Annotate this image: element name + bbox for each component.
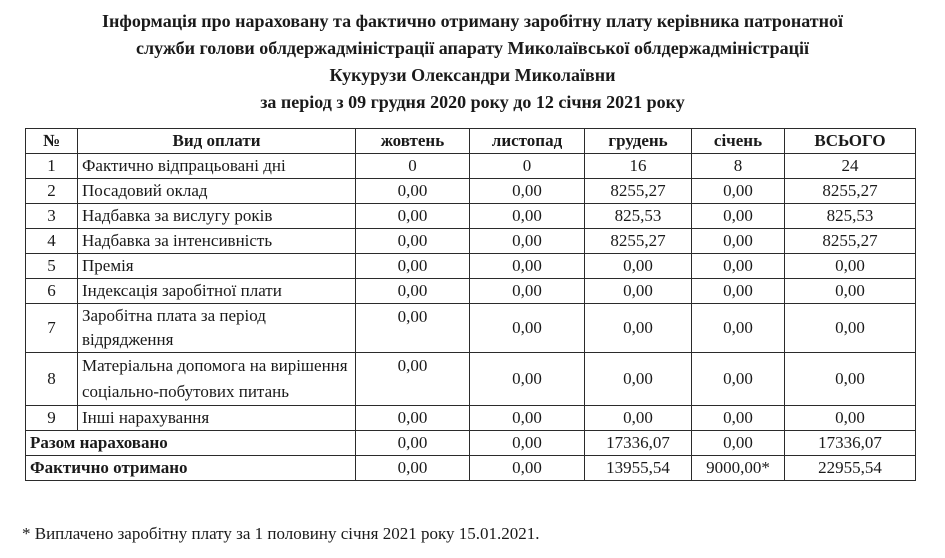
cell-november: 0,00 — [470, 254, 585, 279]
cell-total: 0,00 — [785, 279, 916, 304]
table-row — [26, 279, 916, 304]
cell-november: 0,00 — [470, 456, 585, 481]
cell-november: 0 — [470, 154, 585, 179]
cell-total: 24 — [785, 154, 916, 179]
cell-december: 13955,54 — [585, 456, 692, 481]
cell-december: 8255,27 — [585, 229, 692, 254]
cell-november: 0,00 — [470, 431, 585, 456]
table-row — [26, 154, 916, 179]
salary-table — [25, 128, 916, 481]
row-number: 8 — [26, 353, 78, 406]
cell-total: 0,00 — [785, 406, 916, 431]
row-number: 9 — [26, 406, 78, 431]
cell-december: 0,00 — [585, 254, 692, 279]
cell-january: 0,00 — [692, 406, 785, 431]
footnote: * Виплачено заробітну плату за 1 половину січня 2021 року 15.01.2021. — [22, 524, 540, 543]
cell-december: 825,53 — [585, 204, 692, 229]
total-accrued-row — [26, 431, 916, 456]
cell-total: 22955,54 — [785, 456, 916, 481]
header-payment-type: Вид оплати — [78, 129, 356, 154]
total-received-label: Фактично отримано — [26, 456, 356, 481]
cell-december: 0,00 — [585, 406, 692, 431]
row-number: 2 — [26, 179, 78, 204]
table-row — [26, 406, 916, 431]
cell-october: 0,00 — [356, 229, 470, 254]
cell-january: 0,00 — [692, 229, 785, 254]
row-label: Посадовий оклад — [78, 179, 356, 204]
cell-october: 0,00 — [356, 179, 470, 204]
cell-october: 0,00 — [356, 353, 470, 406]
header-total: ВСЬОГО — [785, 129, 916, 154]
cell-november: 0,00 — [470, 406, 585, 431]
cell-january: 8 — [692, 154, 785, 179]
row-label: Заробітна плата за період відрядження — [78, 304, 356, 353]
cell-october: 0,00 — [356, 279, 470, 304]
row-label: Надбавка за вислугу років — [78, 204, 356, 229]
table-row — [26, 254, 916, 279]
cell-december: 0,00 — [585, 279, 692, 304]
cell-december: 0,00 — [585, 353, 692, 406]
cell-january: 0,00 — [692, 353, 785, 406]
row-label: Матеріальна допомога на вирішення соціально-побутових питань — [78, 353, 356, 406]
cell-total: 0,00 — [785, 254, 916, 279]
row-label: Інші нарахування — [78, 406, 356, 431]
table-row — [26, 204, 916, 229]
cell-total: 825,53 — [785, 204, 916, 229]
header-december: грудень — [585, 129, 692, 154]
cell-october: 0,00 — [356, 406, 470, 431]
cell-january: 0,00 — [692, 179, 785, 204]
cell-january: 0,00 — [692, 204, 785, 229]
cell-november: 0,00 — [470, 229, 585, 254]
cell-november: 0,00 — [470, 353, 585, 406]
header-october: жовтень — [356, 129, 470, 154]
row-number: 5 — [26, 254, 78, 279]
table-row — [26, 353, 916, 406]
row-label: Премія — [78, 254, 356, 279]
cell-november: 0,00 — [470, 204, 585, 229]
row-label: Індексація заробітної плати — [78, 279, 356, 304]
total-received-row — [26, 456, 916, 481]
cell-total: 0,00 — [785, 353, 916, 406]
row-label: Фактично відпрацьовані дні — [78, 154, 356, 179]
table-row — [26, 229, 916, 254]
cell-october: 0,00 — [356, 254, 470, 279]
cell-october: 0,00 — [356, 431, 470, 456]
cell-october: 0 — [356, 154, 470, 179]
row-number: 3 — [26, 204, 78, 229]
document-title — [0, 8, 945, 116]
cell-november: 0,00 — [470, 304, 585, 353]
cell-january: 0,00 — [692, 304, 785, 353]
cell-total: 8255,27 — [785, 179, 916, 204]
row-number: 7 — [26, 304, 78, 353]
title-line-2: служби голови облдержадміністрації апарату Миколаївської облдержадміністрації — [136, 38, 809, 58]
cell-january: 9000,00* — [692, 456, 785, 481]
cell-total: 0,00 — [785, 304, 916, 353]
row-number: 4 — [26, 229, 78, 254]
row-label: Надбавка за інтенсивність — [78, 229, 356, 254]
title-line-3: Кукурузи Олександри Миколаївни — [329, 65, 616, 85]
cell-december: 16 — [585, 154, 692, 179]
table-row — [26, 179, 916, 204]
cell-december: 8255,27 — [585, 179, 692, 204]
title-line-4: за період з 09 грудня 2020 року до 12 січня 2021 року — [260, 92, 685, 112]
header-november: листопад — [470, 129, 585, 154]
row-number: 1 — [26, 154, 78, 179]
cell-november: 0,00 — [470, 279, 585, 304]
cell-october: 0,00 — [356, 304, 470, 353]
cell-december: 17336,07 — [585, 431, 692, 456]
header-number: № — [26, 129, 78, 154]
cell-october: 0,00 — [356, 204, 470, 229]
total-accrued-label: Разом нараховано — [26, 431, 356, 456]
cell-october: 0,00 — [356, 456, 470, 481]
title-line-1: Інформація про нараховану та фактично отриману заробітну плату керівника патронатної — [101, 11, 844, 31]
cell-november: 0,00 — [470, 179, 585, 204]
cell-december: 0,00 — [585, 304, 692, 353]
table-header-row — [26, 129, 916, 154]
row-number: 6 — [26, 279, 78, 304]
cell-january: 0,00 — [692, 254, 785, 279]
cell-total: 8255,27 — [785, 229, 916, 254]
cell-january: 0,00 — [692, 431, 785, 456]
cell-total: 17336,07 — [785, 431, 916, 456]
table-row — [26, 304, 916, 353]
header-january: січень — [692, 129, 785, 154]
cell-january: 0,00 — [692, 279, 785, 304]
